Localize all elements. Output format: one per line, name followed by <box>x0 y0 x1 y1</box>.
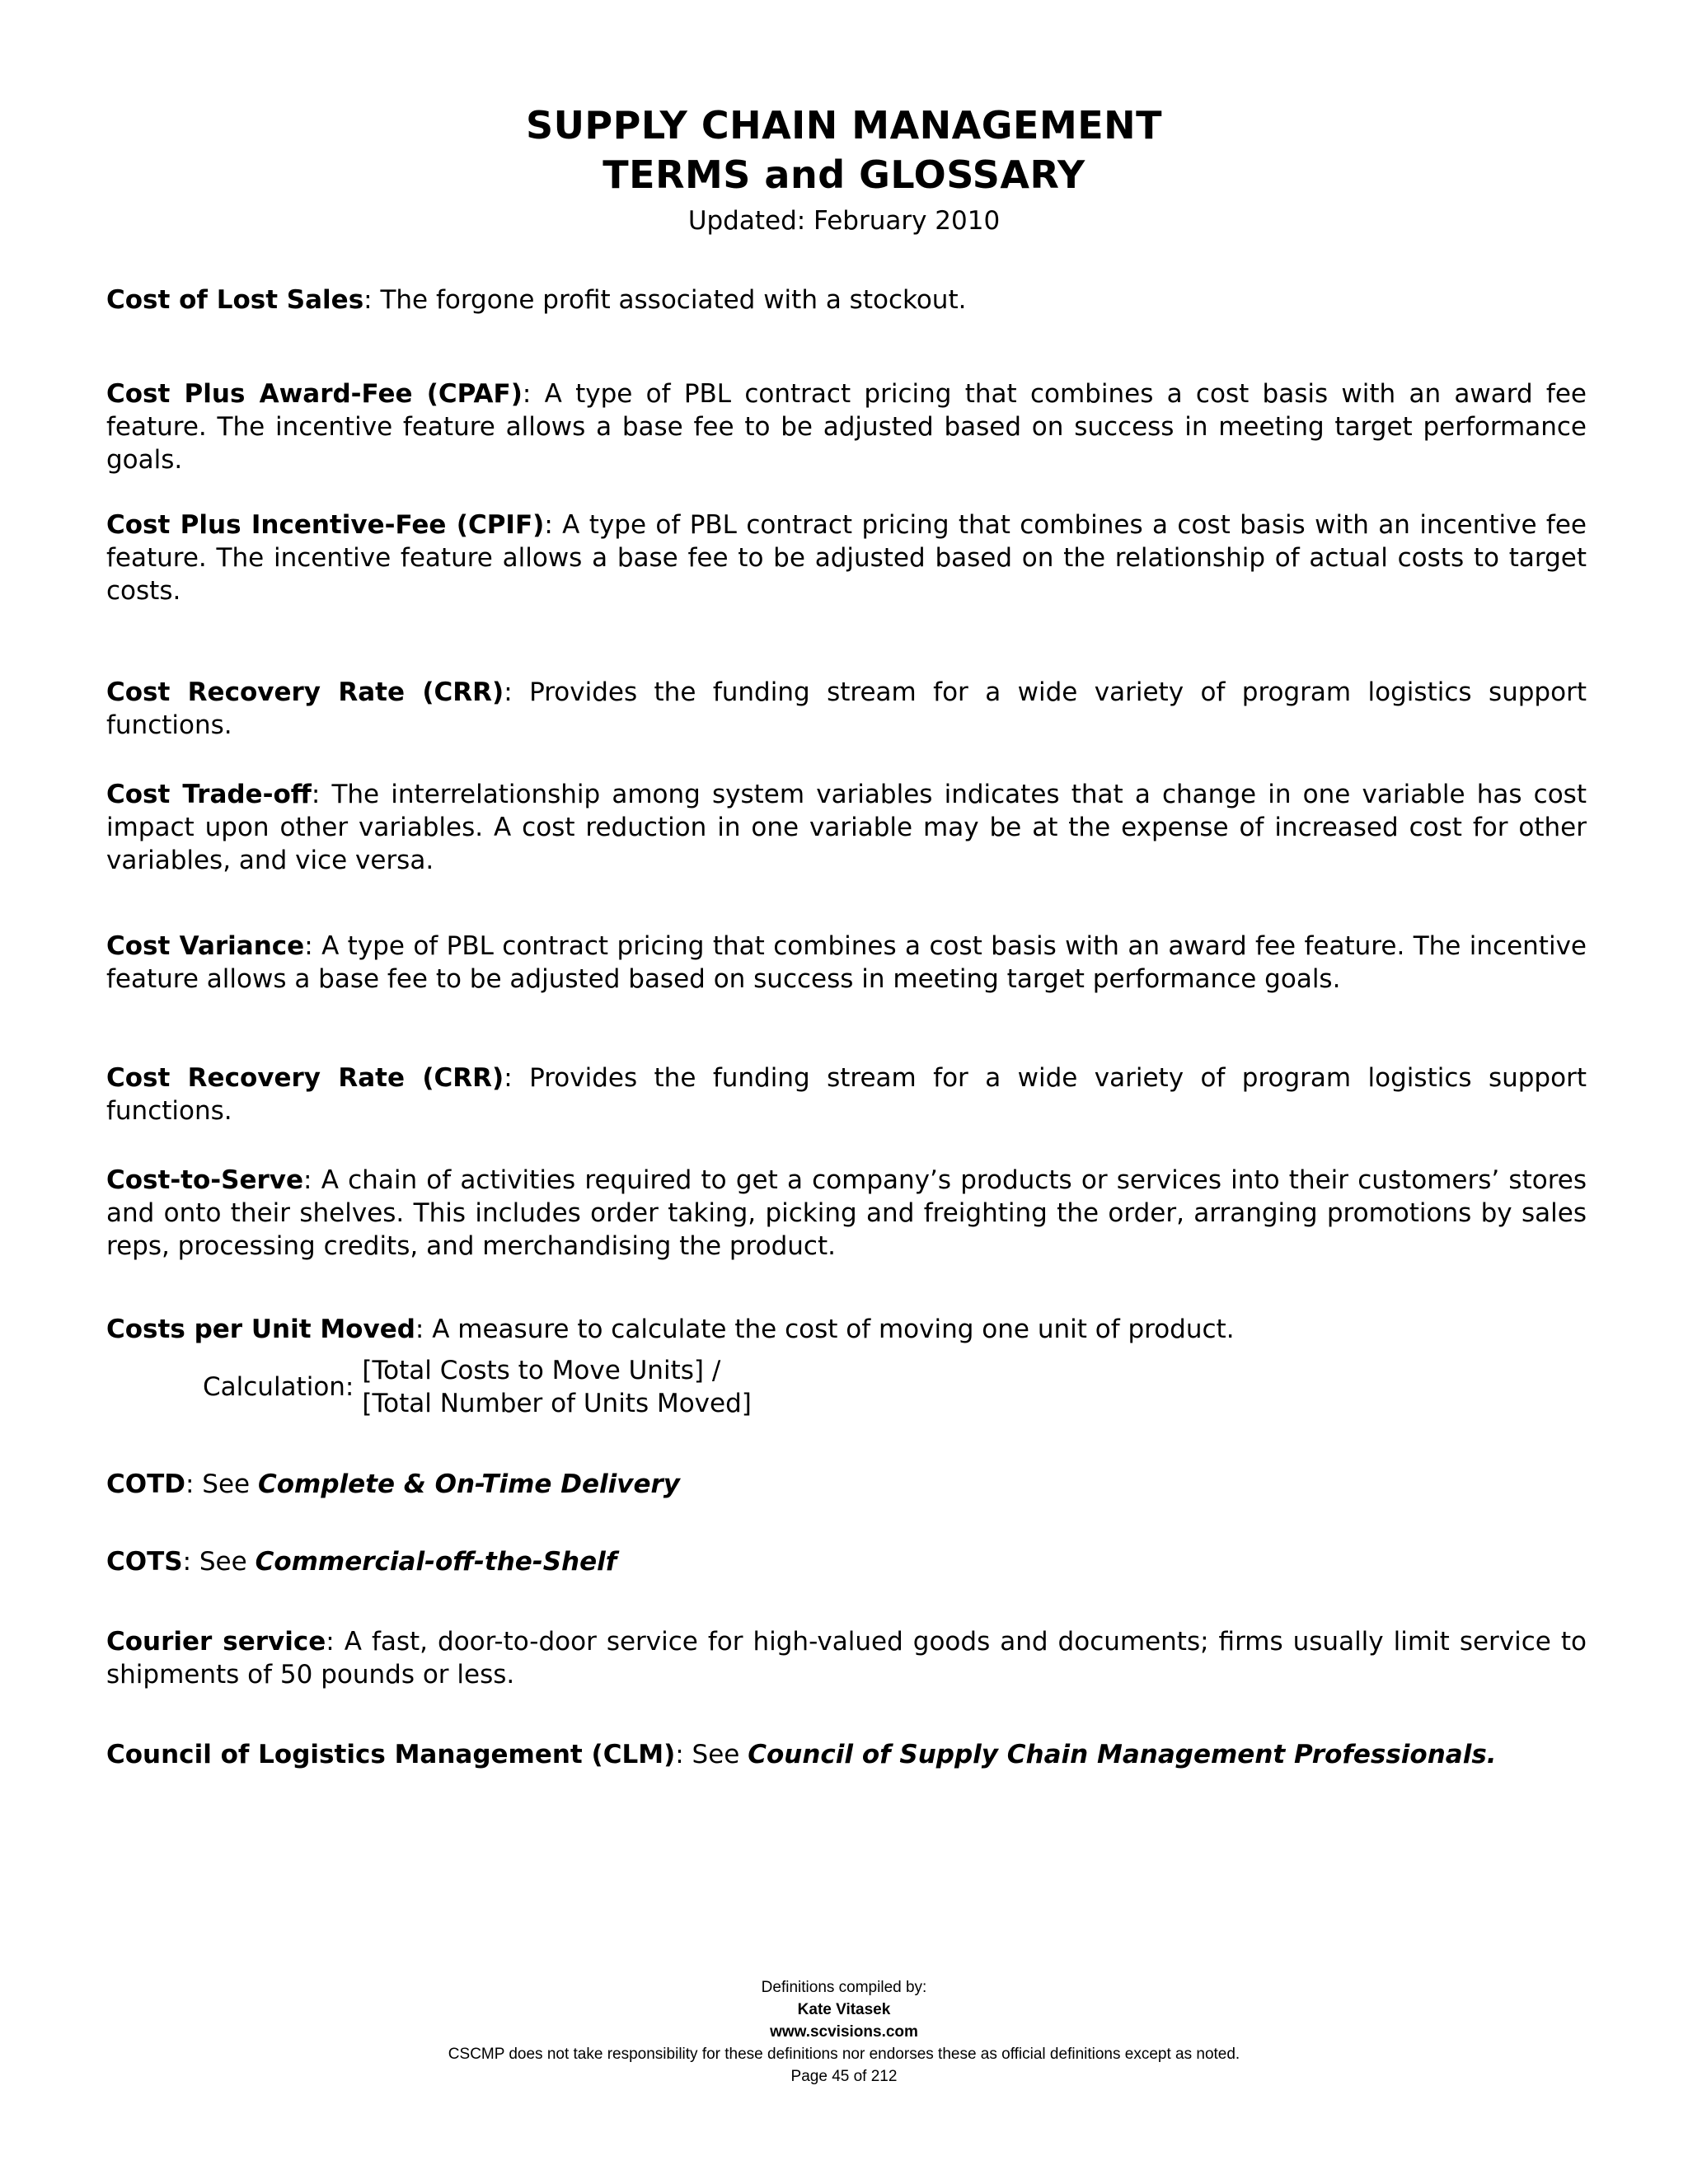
entry-cots <box>106 1545 1587 1578</box>
entry-term: Cost Variance <box>106 931 305 961</box>
calculation-block <box>203 1354 752 1420</box>
entry-separator: : See <box>675 1740 748 1769</box>
entry-definition: The interrelationship among system variables indicates that a change in one variable has cost impact upon other variables. A cost reduction in one variable may be at the expense of increased cost for other variables, and vice versa. <box>106 780 1587 875</box>
entry-term: Cost Trade-off <box>106 780 312 809</box>
entry-separator: : <box>522 379 545 409</box>
calculation-formula <box>362 1354 751 1420</box>
entry-cost-to-serve <box>106 1164 1587 1263</box>
updated-date: Updated: February 2010 <box>687 206 1001 236</box>
entry-definition: Provides the funding stream for a wide variety of program logistics support functions. <box>106 677 1587 740</box>
entry-definition: A chain of activities required to get a company’s products or services into their customers’ stores and onto their shelves. This includes order taking, picking and freighting the order, arranging promotions by sales reps, processing credits, and merchandising the product. <box>106 1165 1587 1261</box>
entry-see-reference: Complete & On-Time Delivery <box>257 1469 680 1499</box>
entry-term: Costs per Unit Moved <box>106 1315 415 1344</box>
entry-term: COTD <box>106 1469 185 1499</box>
entry-definition: The forgone profit associated with a stockout. <box>380 285 967 315</box>
entry-separator: : See <box>185 1469 258 1499</box>
entry-separator: : <box>363 285 381 315</box>
entry-definition: A fast, door-to-door service for high-valued goods and documents; firms usually limit service to shipments of 50 pounds or less. <box>106 1627 1587 1690</box>
entry-definition: A type of PBL contract pricing that combines a cost basis with an award fee feature. The incentive feature allows a base fee to be adjusted based on success in meeting target performance goals. <box>106 931 1587 994</box>
entry-cost-variance <box>106 930 1587 996</box>
entry-see-reference: Commercial-off-the-Shelf <box>255 1547 617 1577</box>
entry-crr-repeat <box>106 1062 1587 1127</box>
calculation-denominator: [Total Number of Units Moved] <box>362 1389 752 1418</box>
title-line-2: TERMS and GLOSSARY <box>603 152 1085 197</box>
entry-separator: : <box>544 510 563 540</box>
page-footer <box>0 1976 1688 2088</box>
entry-term: Cost Recovery Rate (CRR) <box>106 677 504 707</box>
footer-author: Kate Vitasek <box>797 2001 891 2018</box>
entry-crr <box>106 676 1587 742</box>
entry-cost-of-lost-sales <box>106 284 1587 316</box>
entry-courier-service <box>106 1625 1587 1691</box>
entry-costs-per-unit-moved <box>106 1313 1587 1346</box>
entry-cotd <box>106 1468 1587 1501</box>
entry-cpif <box>106 509 1587 607</box>
title-line-1: SUPPLY CHAIN MANAGEMENT <box>525 103 1163 148</box>
footer-website: www.scvisions.com <box>770 2023 918 2041</box>
entry-definition: A measure to calculate the cost of moving one unit of product. <box>432 1315 1235 1344</box>
page-number: Page 45 of 212 <box>790 2068 898 2085</box>
entry-separator: : <box>415 1315 433 1344</box>
entry-term: Cost of Lost Sales <box>106 285 364 315</box>
footer-compiled-by: Definitions compiled by: <box>761 1979 927 1996</box>
entry-definition: A type of PBL contract pricing that combines a cost basis with an award fee feature. The incentive feature allows a base fee to be adjusted based on success in meeting target performance goals. <box>106 379 1587 475</box>
entry-term: COTS <box>106 1547 183 1577</box>
entry-term: Cost Plus Award-Fee (CPAF) <box>106 379 523 409</box>
entry-term: Cost Plus Incentive-Fee (CPIF) <box>106 510 545 540</box>
entry-cost-trade-off <box>106 778 1587 877</box>
entry-term: Council of Logistics Management (CLM) <box>106 1740 676 1769</box>
entry-see-reference: Council of Supply Chain Management Professionals. <box>748 1740 1497 1769</box>
entry-separator: : <box>504 677 530 707</box>
entry-separator: : <box>326 1627 345 1657</box>
entry-separator: : <box>304 931 322 961</box>
entry-definition: A type of PBL contract pricing that combines a cost basis with an incentive fee feature. The incentive feature allows a base fee to be adjusted based on the relationship of actual costs to target costs. <box>106 510 1587 606</box>
entry-separator: : <box>311 780 332 809</box>
entry-definition: Provides the funding stream for a wide variety of program logistics support functions. <box>106 1063 1587 1126</box>
entry-term: Cost-to-Serve <box>106 1165 304 1195</box>
calculation-numerator: [Total Costs to Move Units] / <box>362 1356 721 1385</box>
entry-separator: : <box>504 1063 530 1093</box>
entry-separator: : <box>303 1165 321 1195</box>
calculation-label: Calculation: <box>203 1372 354 1402</box>
page-header <box>0 101 1688 237</box>
entry-term: Cost Recovery Rate (CRR) <box>106 1063 504 1093</box>
entry-cpaf <box>106 377 1587 476</box>
entry-clm <box>106 1738 1587 1771</box>
entry-term: Courier service <box>106 1627 326 1657</box>
entry-separator: : See <box>182 1547 256 1577</box>
footer-disclaimer: CSCMP does not take responsibility for these definitions nor endorses these as official definitions except as noted. <box>448 2046 1240 2063</box>
